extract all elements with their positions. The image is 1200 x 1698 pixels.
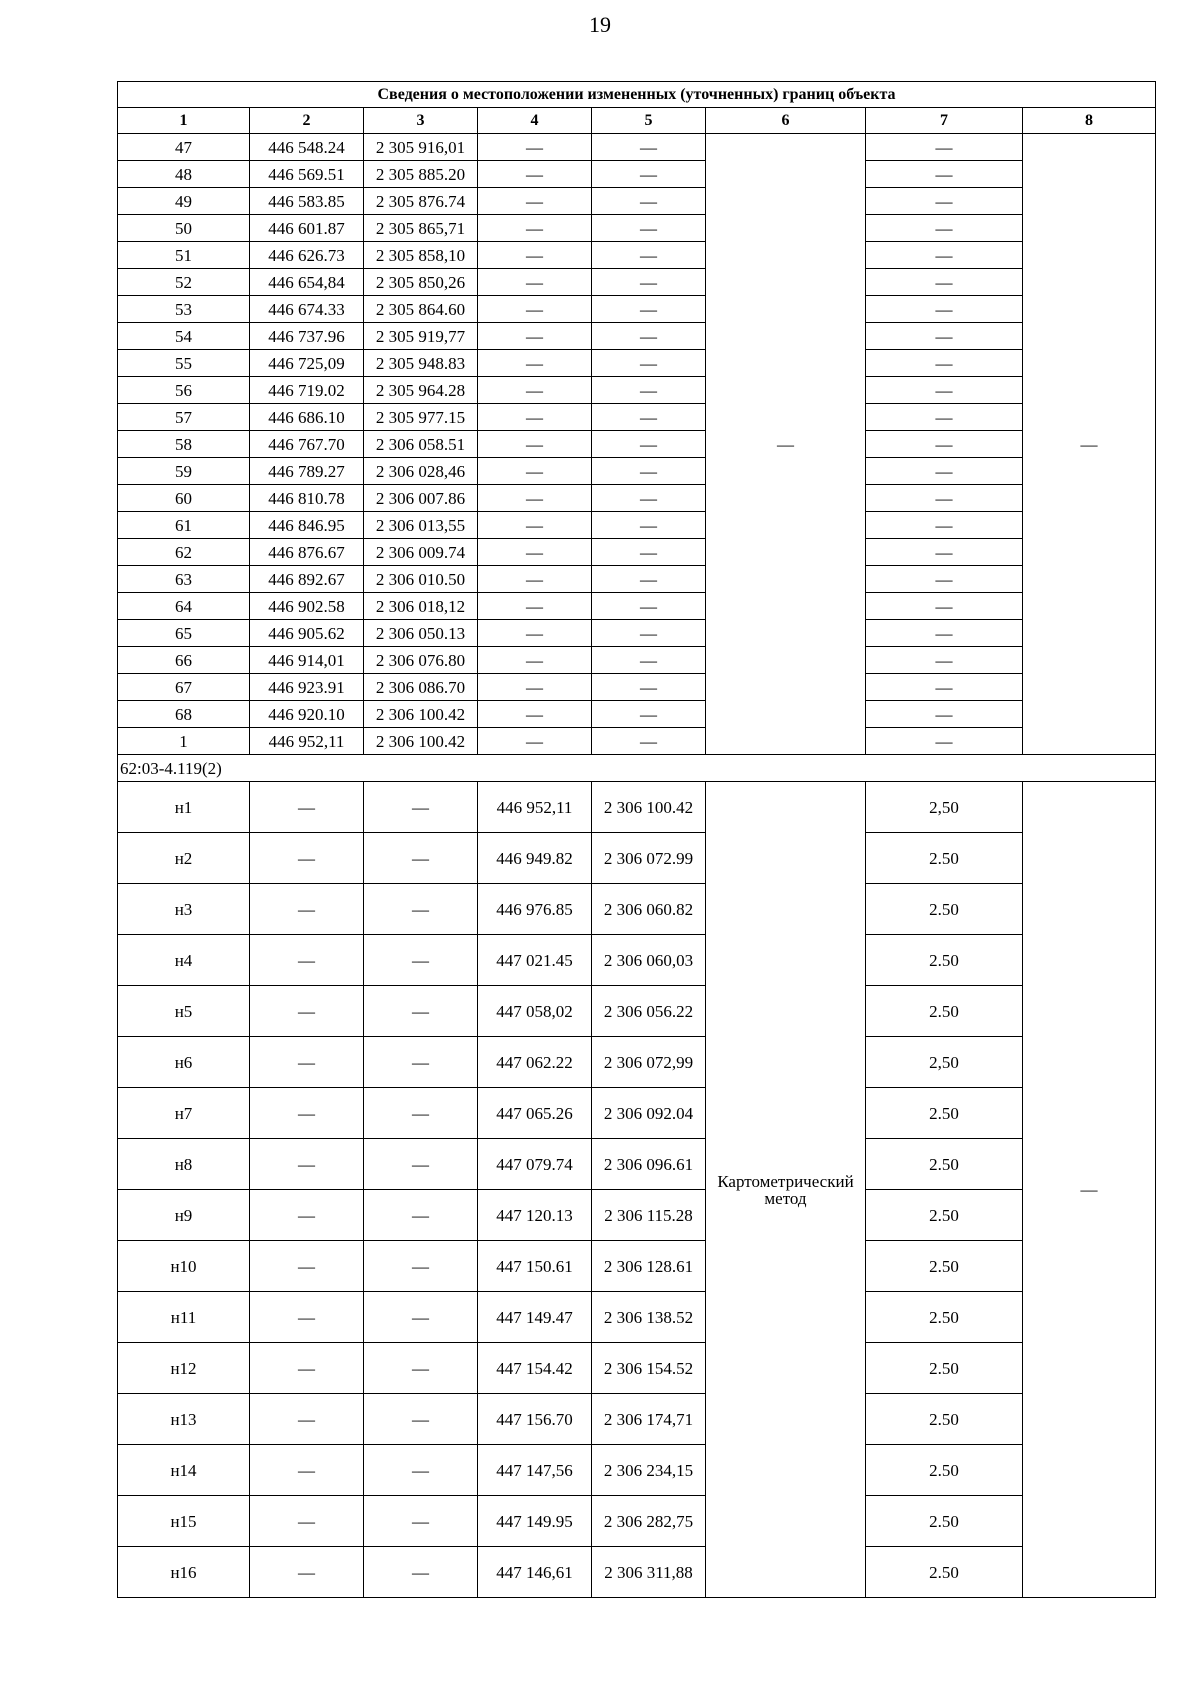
boundary-coordinates-table	[117, 81, 1156, 1598]
existing-x: 446 789.27	[250, 458, 364, 485]
point-number: 64	[118, 593, 250, 620]
table-row	[118, 647, 1156, 674]
existing-x: 446 674.33	[250, 296, 364, 323]
existing-x: 446 902.58	[250, 593, 364, 620]
section-label-row	[118, 755, 1156, 782]
new-x: 447 062.22	[478, 1037, 592, 1088]
table-row	[118, 701, 1156, 728]
point-number: н5	[118, 986, 250, 1037]
point-number: н6	[118, 1037, 250, 1088]
existing-x: —	[250, 1292, 364, 1343]
point-number: 50	[118, 215, 250, 242]
precision-value: —	[866, 620, 1023, 647]
new-y: 2 306 115.28	[592, 1190, 706, 1241]
new-y: 2 306 100.42	[592, 782, 706, 833]
point-number: н9	[118, 1190, 250, 1241]
new-x: —	[478, 593, 592, 620]
precision-value: —	[866, 458, 1023, 485]
precision-value: 2.50	[866, 935, 1023, 986]
existing-x: 446 920.10	[250, 701, 364, 728]
new-y: —	[592, 593, 706, 620]
existing-x: 446 719.02	[250, 377, 364, 404]
point-number: н2	[118, 833, 250, 884]
point-number: 63	[118, 566, 250, 593]
page-number: 19	[589, 12, 611, 37]
point-number: 47	[118, 134, 250, 161]
new-x: 447 058,02	[478, 986, 592, 1037]
table-row	[118, 215, 1156, 242]
precision-value: —	[866, 539, 1023, 566]
table-row	[118, 620, 1156, 647]
new-x: —	[478, 620, 592, 647]
point-number: н7	[118, 1088, 250, 1139]
existing-x: —	[250, 1445, 364, 1496]
table-row	[118, 1190, 1156, 1241]
existing-y: 2 306 013,55	[364, 512, 478, 539]
precision-value: —	[866, 188, 1023, 215]
existing-x: 446 686.10	[250, 404, 364, 431]
table-row	[118, 566, 1156, 593]
existing-y: —	[364, 1241, 478, 1292]
table-row	[118, 1343, 1156, 1394]
table-row	[118, 1037, 1156, 1088]
new-y: —	[592, 701, 706, 728]
point-number: н16	[118, 1547, 250, 1598]
precision-value: —	[866, 647, 1023, 674]
existing-y: 2 305 948.83	[364, 350, 478, 377]
method-cell: —	[706, 134, 866, 755]
precision-value: —	[866, 728, 1023, 755]
column-number: 5	[592, 108, 706, 134]
new-y: 2 306 056.22	[592, 986, 706, 1037]
new-y: —	[592, 458, 706, 485]
existing-x: 446 583.85	[250, 188, 364, 215]
precision-value: 2.50	[866, 833, 1023, 884]
existing-y: —	[364, 1394, 478, 1445]
existing-x: 446 569.51	[250, 161, 364, 188]
precision-value: 2,50	[866, 782, 1023, 833]
point-number: 62	[118, 539, 250, 566]
point-number: н12	[118, 1343, 250, 1394]
point-number: 59	[118, 458, 250, 485]
table-row	[118, 728, 1156, 755]
existing-y: —	[364, 833, 478, 884]
new-y: —	[592, 323, 706, 350]
existing-y: 2 306 086.70	[364, 674, 478, 701]
new-y: —	[592, 539, 706, 566]
table-row	[118, 539, 1156, 566]
new-y: —	[592, 431, 706, 458]
table-row	[118, 485, 1156, 512]
precision-value: —	[866, 377, 1023, 404]
point-number: 60	[118, 485, 250, 512]
point-number: 54	[118, 323, 250, 350]
new-x: 447 120.13	[478, 1190, 592, 1241]
column-number: 6	[706, 108, 866, 134]
existing-y: 2 305 916,01	[364, 134, 478, 161]
existing-y: 2 306 018,12	[364, 593, 478, 620]
new-x: —	[478, 647, 592, 674]
new-y: —	[592, 566, 706, 593]
table-row	[118, 782, 1156, 833]
existing-y: —	[364, 935, 478, 986]
existing-y: 2 305 876.74	[364, 188, 478, 215]
table-row	[118, 935, 1156, 986]
new-x: —	[478, 701, 592, 728]
existing-y: 2 305 850,26	[364, 269, 478, 296]
new-x: 447 065.26	[478, 1088, 592, 1139]
table-row	[118, 1241, 1156, 1292]
new-x: 447 147,56	[478, 1445, 592, 1496]
existing-x: 446 952,11	[250, 728, 364, 755]
table-row	[118, 377, 1156, 404]
point-number: 65	[118, 620, 250, 647]
precision-value: —	[866, 350, 1023, 377]
column-number: 8	[1023, 108, 1156, 134]
existing-x: 446 626.73	[250, 242, 364, 269]
precision-value: —	[866, 134, 1023, 161]
precision-value: 2.50	[866, 1394, 1023, 1445]
precision-value: 2.50	[866, 1547, 1023, 1598]
precision-value: 2.50	[866, 986, 1023, 1037]
column-number: 1	[118, 108, 250, 134]
precision-value: —	[866, 215, 1023, 242]
existing-x: —	[250, 1241, 364, 1292]
existing-y: 2 306 100.42	[364, 701, 478, 728]
existing-y: —	[364, 1190, 478, 1241]
precision-value: —	[866, 485, 1023, 512]
new-y: 2 306 096.61	[592, 1139, 706, 1190]
new-x: —	[478, 350, 592, 377]
new-y: 2 306 138.52	[592, 1292, 706, 1343]
new-x: 447 154.42	[478, 1343, 592, 1394]
table-row	[118, 1292, 1156, 1343]
point-number: 51	[118, 242, 250, 269]
existing-y: —	[364, 1139, 478, 1190]
existing-x: 446 892.67	[250, 566, 364, 593]
precision-value: —	[866, 701, 1023, 728]
table-title-row	[118, 82, 1156, 108]
new-y: —	[592, 269, 706, 296]
existing-y: —	[364, 782, 478, 833]
new-y: —	[592, 161, 706, 188]
point-number: 68	[118, 701, 250, 728]
new-y: 2 306 072,99	[592, 1037, 706, 1088]
point-number: 48	[118, 161, 250, 188]
existing-x: —	[250, 1496, 364, 1547]
existing-x: 446 923.91	[250, 674, 364, 701]
table-row	[118, 986, 1156, 1037]
table-row	[118, 323, 1156, 350]
precision-value: 2.50	[866, 1088, 1023, 1139]
new-x: —	[478, 269, 592, 296]
existing-y: 2 306 076.80	[364, 647, 478, 674]
existing-y: 2 305 977.15	[364, 404, 478, 431]
new-y: —	[592, 377, 706, 404]
existing-x: —	[250, 1547, 364, 1598]
point-number: н11	[118, 1292, 250, 1343]
new-x: —	[478, 134, 592, 161]
new-x: —	[478, 728, 592, 755]
precision-value: —	[866, 404, 1023, 431]
existing-y: 2 305 885.20	[364, 161, 478, 188]
precision-value: 2.50	[866, 1292, 1023, 1343]
point-number: 56	[118, 377, 250, 404]
new-x: —	[478, 242, 592, 269]
new-y: 2 306 128.61	[592, 1241, 706, 1292]
point-number: 66	[118, 647, 250, 674]
point-number: 61	[118, 512, 250, 539]
existing-x: 446 767.70	[250, 431, 364, 458]
existing-x: 446 725,09	[250, 350, 364, 377]
new-y: 2 306 092.04	[592, 1088, 706, 1139]
new-y: 2 306 060,03	[592, 935, 706, 986]
table-row	[118, 350, 1156, 377]
new-y: 2 306 174,71	[592, 1394, 706, 1445]
existing-y: —	[364, 1343, 478, 1394]
column-number: 4	[478, 108, 592, 134]
precision-value: —	[866, 242, 1023, 269]
new-y: —	[592, 404, 706, 431]
point-number: н10	[118, 1241, 250, 1292]
table-row	[118, 1139, 1156, 1190]
table-row	[118, 404, 1156, 431]
table-row	[118, 884, 1156, 935]
table-row	[118, 431, 1156, 458]
existing-y: 2 306 058.51	[364, 431, 478, 458]
existing-y: —	[364, 986, 478, 1037]
existing-y: —	[364, 884, 478, 935]
point-number: 49	[118, 188, 250, 215]
existing-y: —	[364, 1445, 478, 1496]
existing-y: 2 305 865,71	[364, 215, 478, 242]
new-y: —	[592, 188, 706, 215]
existing-x: 446 654,84	[250, 269, 364, 296]
table-row	[118, 161, 1156, 188]
new-y: —	[592, 620, 706, 647]
precision-value: —	[866, 296, 1023, 323]
new-y: —	[592, 350, 706, 377]
existing-y: 2 306 009.74	[364, 539, 478, 566]
new-x: 447 156.70	[478, 1394, 592, 1445]
new-x: —	[478, 323, 592, 350]
existing-y: 2 306 007.86	[364, 485, 478, 512]
new-x: —	[478, 539, 592, 566]
existing-x: 446 810.78	[250, 485, 364, 512]
new-y: —	[592, 674, 706, 701]
col8-cell: —	[1023, 134, 1156, 755]
col8-cell: —	[1023, 782, 1156, 1598]
existing-y: —	[364, 1088, 478, 1139]
existing-x: —	[250, 1088, 364, 1139]
existing-x: 446 905.62	[250, 620, 364, 647]
existing-x: 446 846.95	[250, 512, 364, 539]
table-row	[118, 512, 1156, 539]
existing-y: —	[364, 1292, 478, 1343]
new-x: 446 976.85	[478, 884, 592, 935]
new-x: 447 149.95	[478, 1496, 592, 1547]
existing-x: 446 876.67	[250, 539, 364, 566]
existing-y: 2 305 964.28	[364, 377, 478, 404]
table-row	[118, 1547, 1156, 1598]
precision-value: —	[866, 674, 1023, 701]
table-row	[118, 269, 1156, 296]
point-number: 57	[118, 404, 250, 431]
section-label: 62:03-4.119(2)	[118, 755, 1156, 782]
point-number: н4	[118, 935, 250, 986]
new-x: —	[478, 404, 592, 431]
precision-value: 2.50	[866, 1241, 1023, 1292]
new-y: —	[592, 647, 706, 674]
point-number: 55	[118, 350, 250, 377]
precision-value: —	[866, 161, 1023, 188]
new-x: 446 949.82	[478, 833, 592, 884]
column-numbers-row	[118, 108, 1156, 134]
new-y: 2 306 154.52	[592, 1343, 706, 1394]
new-x: —	[478, 566, 592, 593]
new-y: 2 306 060.82	[592, 884, 706, 935]
new-y: 2 306 282,75	[592, 1496, 706, 1547]
existing-x: —	[250, 1190, 364, 1241]
new-y: —	[592, 512, 706, 539]
table-row	[118, 1445, 1156, 1496]
new-x: —	[478, 485, 592, 512]
precision-value: 2.50	[866, 1190, 1023, 1241]
existing-x: 446 737.96	[250, 323, 364, 350]
new-x: —	[478, 161, 592, 188]
new-x: 447 079.74	[478, 1139, 592, 1190]
new-y: —	[592, 485, 706, 512]
table-row	[118, 188, 1156, 215]
new-x: —	[478, 512, 592, 539]
existing-y: —	[364, 1547, 478, 1598]
point-number: н13	[118, 1394, 250, 1445]
table-row	[118, 1496, 1156, 1547]
column-number: 7	[866, 108, 1023, 134]
existing-y: 2 305 858,10	[364, 242, 478, 269]
existing-x: —	[250, 884, 364, 935]
point-number: н3	[118, 884, 250, 935]
new-x: —	[478, 674, 592, 701]
precision-value: 2.50	[866, 1139, 1023, 1190]
existing-x: —	[250, 935, 364, 986]
precision-value: —	[866, 323, 1023, 350]
new-x: 447 149.47	[478, 1292, 592, 1343]
new-x: —	[478, 431, 592, 458]
new-x: —	[478, 188, 592, 215]
point-number: 53	[118, 296, 250, 323]
table-row	[118, 296, 1156, 323]
new-y: 2 306 072.99	[592, 833, 706, 884]
new-x: 447 150.61	[478, 1241, 592, 1292]
new-x: 447 146,61	[478, 1547, 592, 1598]
table-row	[118, 593, 1156, 620]
existing-y: 2 305 864.60	[364, 296, 478, 323]
existing-x: 446 914,01	[250, 647, 364, 674]
existing-x: —	[250, 782, 364, 833]
precision-value: —	[866, 593, 1023, 620]
existing-x: —	[250, 1139, 364, 1190]
table-row	[118, 458, 1156, 485]
new-y: 2 306 234,15	[592, 1445, 706, 1496]
new-y: —	[592, 242, 706, 269]
existing-y: 2 305 919,77	[364, 323, 478, 350]
existing-y: 2 306 050.13	[364, 620, 478, 647]
existing-x: —	[250, 1037, 364, 1088]
table-row	[118, 242, 1156, 269]
existing-x: —	[250, 986, 364, 1037]
new-x: 447 021.45	[478, 935, 592, 986]
new-x: 446 952,11	[478, 782, 592, 833]
point-number: н14	[118, 1445, 250, 1496]
new-y: —	[592, 728, 706, 755]
new-x: —	[478, 458, 592, 485]
precision-value: 2.50	[866, 1445, 1023, 1496]
point-number: н15	[118, 1496, 250, 1547]
table-title: Сведения о местоположении измененных (уточненных) границ объекта	[118, 82, 1156, 108]
existing-x: —	[250, 1343, 364, 1394]
precision-value: 2.50	[866, 884, 1023, 935]
existing-x: —	[250, 1394, 364, 1445]
existing-y: —	[364, 1496, 478, 1547]
existing-x: —	[250, 833, 364, 884]
existing-y: 2 306 100.42	[364, 728, 478, 755]
column-number: 2	[250, 108, 364, 134]
point-number: 52	[118, 269, 250, 296]
new-x: —	[478, 296, 592, 323]
precision-value: 2.50	[866, 1496, 1023, 1547]
table-row	[118, 833, 1156, 884]
new-y: 2 306 311,88	[592, 1547, 706, 1598]
table-row	[118, 674, 1156, 701]
table-row	[118, 1088, 1156, 1139]
precision-value: 2,50	[866, 1037, 1023, 1088]
existing-x: 446 548.24	[250, 134, 364, 161]
point-number: 1	[118, 728, 250, 755]
table-body	[118, 82, 1156, 1598]
new-y: —	[592, 296, 706, 323]
point-number: 58	[118, 431, 250, 458]
existing-x: 446 601.87	[250, 215, 364, 242]
method-cell: Картометрический метод	[706, 782, 866, 1598]
column-number: 3	[364, 108, 478, 134]
new-y: —	[592, 134, 706, 161]
existing-y: 2 306 010.50	[364, 566, 478, 593]
new-x: —	[478, 377, 592, 404]
precision-value: —	[866, 566, 1023, 593]
point-number: н1	[118, 782, 250, 833]
point-number: н8	[118, 1139, 250, 1190]
table-row	[118, 134, 1156, 161]
table-row	[118, 1394, 1156, 1445]
existing-y: 2 306 028,46	[364, 458, 478, 485]
precision-value: —	[866, 431, 1023, 458]
precision-value: 2.50	[866, 1343, 1023, 1394]
existing-y: —	[364, 1037, 478, 1088]
new-x: —	[478, 215, 592, 242]
precision-value: —	[866, 512, 1023, 539]
point-number: 67	[118, 674, 250, 701]
new-y: —	[592, 215, 706, 242]
precision-value: —	[866, 269, 1023, 296]
